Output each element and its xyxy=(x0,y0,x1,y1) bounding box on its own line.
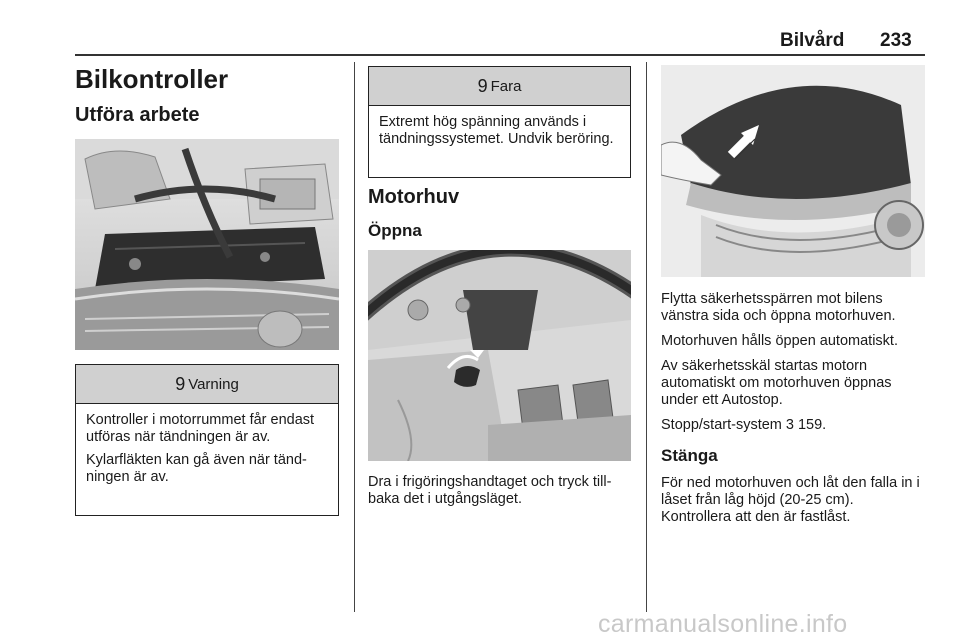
warning-text-1: Kontroller i motorrummet får endast utföras när tändningen är av. xyxy=(86,412,315,445)
hood-open-illustration xyxy=(661,65,925,277)
oppna-heading: Öppna xyxy=(368,221,422,240)
header-rule xyxy=(75,54,925,56)
release-handle-illustration xyxy=(368,250,631,461)
warning-title: Varning xyxy=(188,375,239,393)
danger-text: Extremt hög spänning används i tändningssystemet. Undvik beröring. xyxy=(379,114,614,147)
text-auto-open: Motorhuven hålls öppen automatiskt. xyxy=(661,333,898,349)
text-autostop: Av säkerhetsskäl startas motorn automatiskt om motorhuven öppnas under ett Autostop. xyxy=(661,358,892,408)
running-header-title: Bilvård xyxy=(780,30,845,51)
watermark: carmanualsonline.info xyxy=(598,610,848,638)
warning-box-header xyxy=(76,365,338,404)
text-close-hood: För ned motorhuven och låt den falla in i låset från låg höjd (20-25 cm). Kontrollera att den är fastlåst. xyxy=(661,475,920,525)
column-divider-2 xyxy=(646,62,647,612)
danger-box xyxy=(368,66,631,178)
danger-title: Fara xyxy=(490,77,522,95)
column-divider-1 xyxy=(354,62,355,612)
engine-bay-illustration xyxy=(75,139,339,350)
warning-text-2: Kylarfläkten kan gå även när tändningen är av. xyxy=(86,452,307,485)
warning-box xyxy=(75,364,339,516)
stanga-heading: Stänga xyxy=(661,446,718,465)
section-heading: Bilkontroller xyxy=(75,64,229,94)
text-stop-start-ref: Stopp/start-system 3 159. xyxy=(661,417,827,433)
motorhuv-heading: Motorhuv xyxy=(368,186,460,208)
danger-triangle-icon: 9 xyxy=(477,75,488,96)
release-caption: Dra i frigöringshandtaget och tryck tillbaka det i utgångsläget. xyxy=(368,474,612,507)
text-move-latch: Flytta säkerhetsspärren mot bilens vänstra sida och öppna motorhuven. xyxy=(661,291,896,324)
danger-box-header xyxy=(369,67,630,106)
subsection-heading: Utföra arbete xyxy=(75,104,200,126)
warning-triangle-icon: 9 xyxy=(175,373,186,394)
page-number: 233 xyxy=(880,30,912,51)
